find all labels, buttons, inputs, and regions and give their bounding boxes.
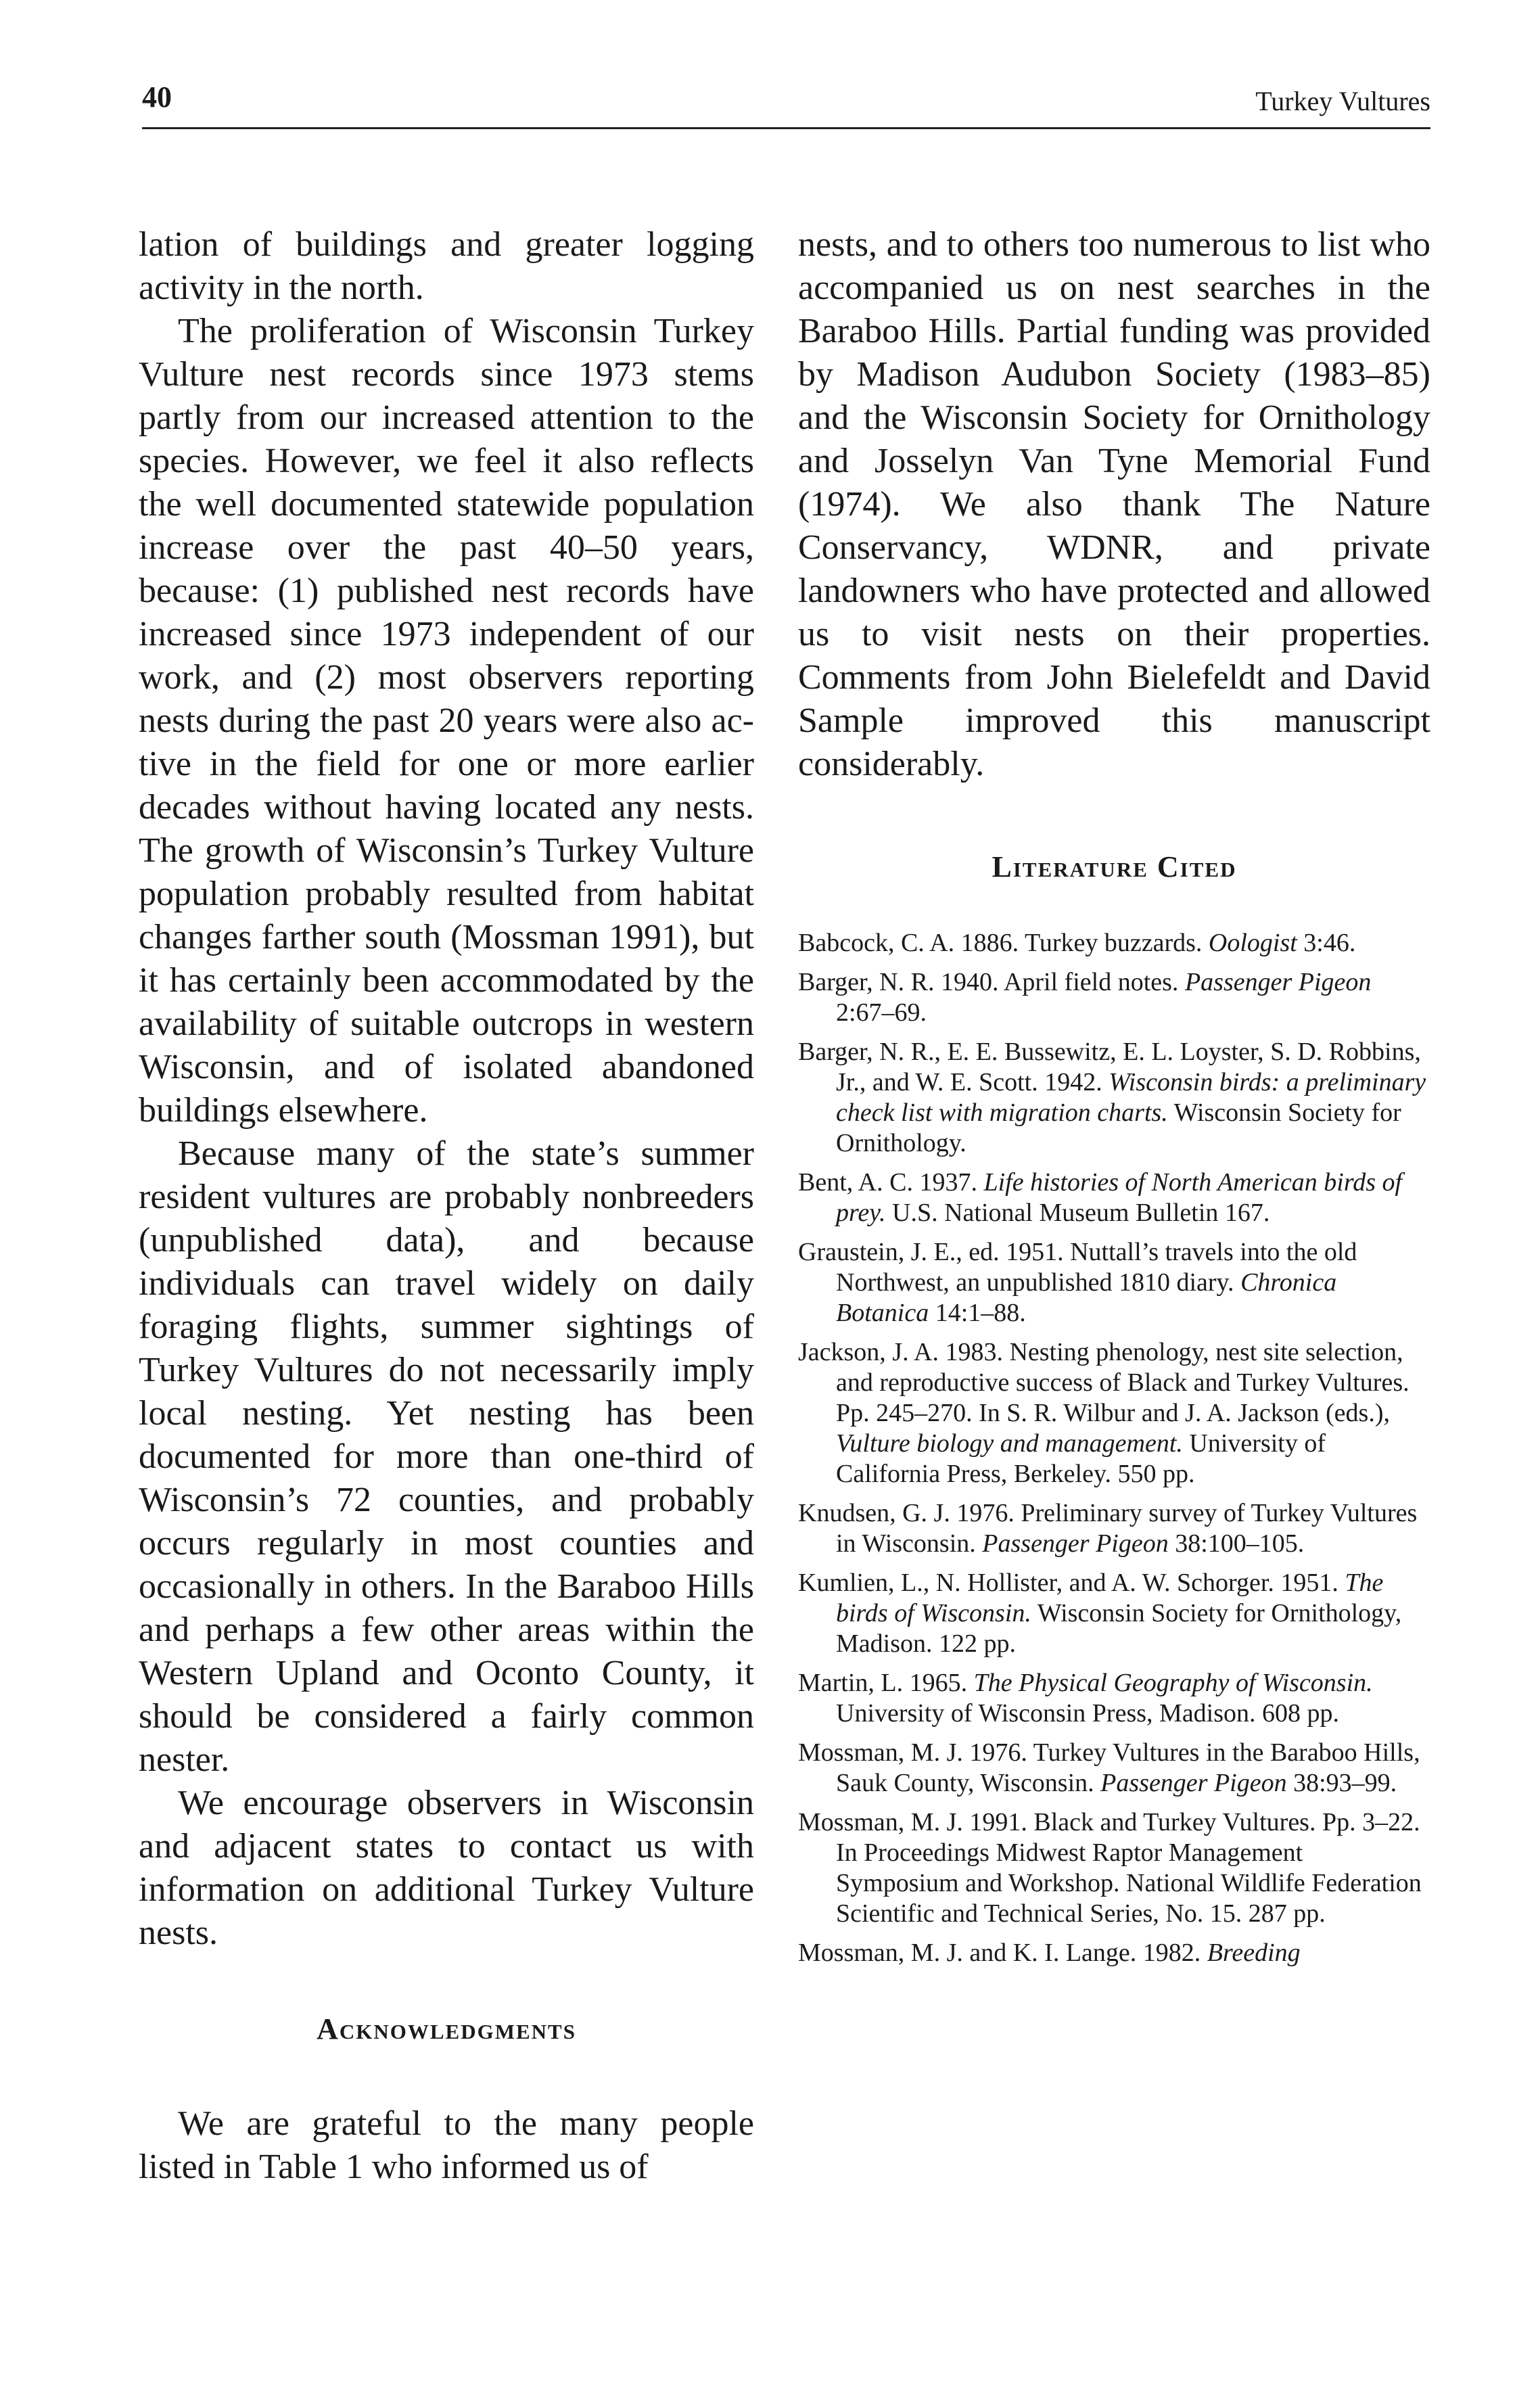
reference-text: Graustein, J. E., ed. 1951. Nuttall’s travels into the old Northwest, an unpublished 1810 diary. xyxy=(798,1238,1357,1297)
reference-text: University of California Press, Berkeley. 550 pp. xyxy=(836,1429,1326,1488)
page-header xyxy=(142,80,1430,131)
reference-entry xyxy=(798,1237,1430,1328)
body-paragraph: We encourage observers in Wisconsin and adjacent states to contact us with information on additional Turkey Vulture nests. xyxy=(139,1784,754,1952)
reference-text: Kumlien, L., N. Hollister, and A. W. Schorger. 1951. xyxy=(798,1569,1345,1597)
reference-title: Chronica Botanica xyxy=(836,1268,1337,1327)
reference-entry xyxy=(798,1568,1430,1659)
page-number: 40 xyxy=(142,80,172,114)
reference-entry xyxy=(798,1807,1430,1929)
body-paragraph: Because many of the state’s summer resident vultures are probably nonbreeders (unpublished data), and because individuals can travel widely on daily foraging flights, summer sightings of Turkey Vultures do not necessarily imply local nesting. Yet nesting has been documented for more than one-third of Wisconsin’s 72 counties, and probably occurs regularly in most counties and occasionally in others. In the Baraboo Hills and perhaps a few other areas within the Western Upland and Oconto County, it should be considered a fairly common nester. xyxy=(139,1134,754,1779)
reference-title: Wisconsin birds: a preliminary check list with migration charts. xyxy=(836,1068,1426,1127)
reference-title: Life histories of North American birds of prey. xyxy=(836,1168,1403,1227)
reference-text: Wisconsin Society for Ornithology, Madison. 122 pp. xyxy=(836,1599,1402,1658)
reference-text: Barger, N. R. 1940. April field notes. xyxy=(798,968,1185,996)
body-paragraph: The proliferation of Wisconsin Turkey Vulture nest records since 1973 stems partly from our increased attention to the species. However, we feel it also reflects the well documented statewide population increase over the past 40–50 years, because: (1) published nest records have increased since 1973 independent of our work, and (2) most observers reporting nests during the past 20 years were also active in the field for one or more earlier decades without having located any nests. The growth of Wisconsin’s Turkey Vulture population probably resulted from habitat changes farther south (Mossman 1991), but it has certainly been accommodated by the availability of suitable outcrops in western Wisconsin, and of isolated abandoned buildings elsewhere. xyxy=(139,312,754,1130)
acknowledgments-continued: nests, and to others too numerous to list who accompanied us on nest searches in the Baraboo Hills. Partial funding was provided by Madison Audubon Society (1983–85) and the Wisconsin Society for Ornithology and Josselyn Van Tyne Memorial Fund (1974). We also thank The Nature Conservancy, WDNR, and private landowners who have protected and allowed us to visit nests on their properties. Comments from John Bielefeldt and David Sample improved this manuscript considerably. xyxy=(798,225,1430,783)
reference-text: 2:67–69. xyxy=(836,998,927,1027)
body-paragraph: lation of buildings and greater logging activity in the north. xyxy=(139,225,754,307)
literature-cited-heading: Literature Cited xyxy=(992,850,1237,883)
right-column xyxy=(798,223,1430,1977)
reference-entry xyxy=(798,1337,1430,1489)
reference-text: Mossman, M. J. 1991. Black and Turkey Vultures. Pp. 3–22. In Proceedings Midwest Raptor Management Symposium and Workshop. National Wildlife Federation Scientific and Technical Series, No. 15. 287 pp. xyxy=(798,1808,1422,1928)
reference-list xyxy=(798,928,1430,1968)
reference-title: Vulture biology and management. xyxy=(836,1429,1183,1458)
reference-text: Mossman, M. J. 1976. Turkey Vultures in the Baraboo Hills, Sauk County, Wisconsin. xyxy=(798,1738,1420,1797)
reference-title: Passenger Pigeon xyxy=(1184,968,1372,996)
reference-text: U.S. National Museum Bulletin 167. xyxy=(885,1199,1270,1227)
reference-title: Oologist xyxy=(1208,929,1297,957)
acknowledgments-heading: Acknowledgments xyxy=(317,2012,576,2045)
reference-entry xyxy=(798,1037,1430,1159)
reference-text: 3:46. xyxy=(1297,929,1356,957)
reference-text: Babcock, C. A. 1886. Turkey buzzards. xyxy=(798,929,1209,957)
reference-title: The birds of Wisconsin. xyxy=(836,1569,1384,1627)
reference-text: Wisconsin Society for Ornithology. xyxy=(836,1098,1401,1157)
left-column xyxy=(139,223,754,2189)
reference-entry xyxy=(798,1738,1430,1799)
reference-entry xyxy=(798,928,1430,958)
reference-entry xyxy=(798,1938,1430,1968)
reference-entry xyxy=(798,1668,1430,1729)
reference-text: 38:93–99. xyxy=(1286,1769,1397,1797)
reference-entry xyxy=(798,1167,1430,1228)
reference-text: Knudsen, G. J. 1976. Preliminary survey of Turkey Vultures in Wisconsin. xyxy=(798,1499,1418,1558)
reference-text: Martin, L. 1965. xyxy=(798,1669,974,1697)
reference-entry xyxy=(798,967,1430,1028)
reference-text: Barger, N. R., E. E. Bussewitz, E. L. Loyster, S. D. Robbins, Jr., and W. E. Scott. 1942. xyxy=(798,1038,1421,1096)
running-title: Turkey Vultures xyxy=(1255,86,1430,116)
reference-text: Bent, A. C. 1937. xyxy=(798,1168,984,1197)
reference-title: Passenger Pigeon xyxy=(1100,1769,1287,1797)
reference-text: 14:1–88. xyxy=(929,1299,1026,1327)
reference-text: University of Wisconsin Press, Madison. 608 pp. xyxy=(836,1699,1340,1728)
reference-text: Mossman, M. J. and K. I. Lange. 1982. xyxy=(798,1939,1207,1967)
reference-title: Breeding xyxy=(1207,1939,1301,1967)
reference-title: Passenger Pigeon xyxy=(982,1529,1169,1558)
reference-entry xyxy=(798,1498,1430,1559)
reference-text: 38:100–105. xyxy=(1168,1529,1305,1558)
header-rule xyxy=(142,127,1430,129)
reference-title: The Physical Geography of Wisconsin. xyxy=(973,1669,1373,1697)
reference-text: Jackson, J. A. 1983. Nesting phenology, nest site selection, and reproductive success of Black and Turkey Vultures. Pp. 245–270. In S. R. Wilbur and J. A. Jackson (eds.), xyxy=(798,1338,1409,1427)
acknowledgments-paragraph: We are grateful to the many people listed in Table 1 who informed us of xyxy=(139,2104,754,2186)
